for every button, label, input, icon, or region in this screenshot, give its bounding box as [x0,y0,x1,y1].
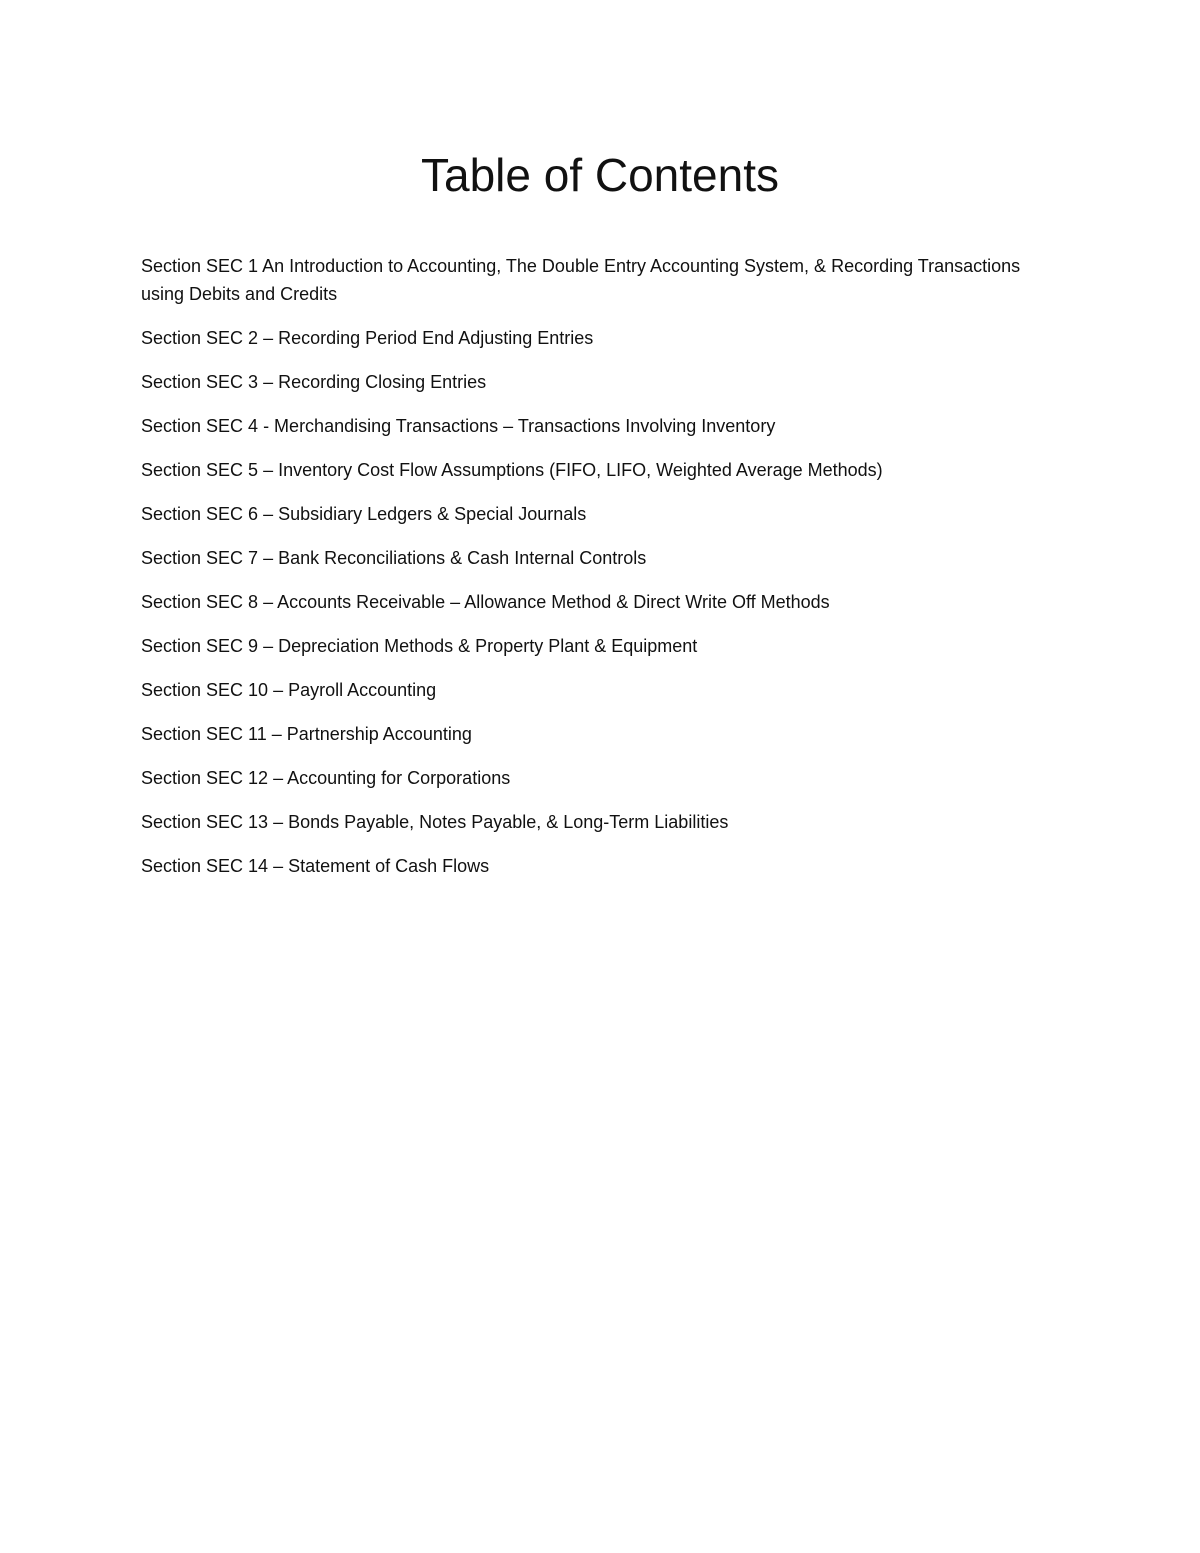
toc-entry-12: Section SEC 12 – Accounting for Corporations [141,768,511,788]
toc-entry-6: Section SEC 6 – Subsidiary Ledgers & Special Journals [141,504,587,524]
toc-entry-7: Section SEC 7 – Bank Reconciliations & Cash Internal Controls [141,548,647,568]
toc-entry-4: Section SEC 4 - Merchandising Transactions – Transactions Involving Inventory [141,416,776,436]
toc-entry-11: Section SEC 11 – Partnership Accounting [141,724,472,744]
toc-entry-3: Section SEC 3 – Recording Closing Entries [141,372,487,392]
toc-entry-2: Section SEC 2 – Recording Period End Adjusting Entries [141,328,594,348]
toc-entry-9: Section SEC 9 – Depreciation Methods & Property Plant & Equipment [141,636,698,656]
toc-list [141,252,1021,896]
toc-entry-14: Section SEC 14 – Statement of Cash Flows [141,856,490,876]
toc-entry-10: Section SEC 10 – Payroll Accounting [141,680,437,700]
page-title: Table of Contents [420,149,779,201]
toc-entry-5: Section SEC 5 – Inventory Cost Flow Assumptions (FIFO, LIFO, Weighted Average Methods) [141,460,883,480]
toc-entry-1: Section SEC 1 An Introduction to Accounting, The Double Entry Accounting System, & Recording Transactions using Debits and Credits [141,256,1021,304]
toc-entry-13: Section SEC 13 – Bonds Payable, Notes Payable, & Long-Term Liabilities [141,812,729,832]
toc-entry-8: Section SEC 8 – Accounts Receivable – Allowance Method & Direct Write Off Methods [141,592,830,612]
